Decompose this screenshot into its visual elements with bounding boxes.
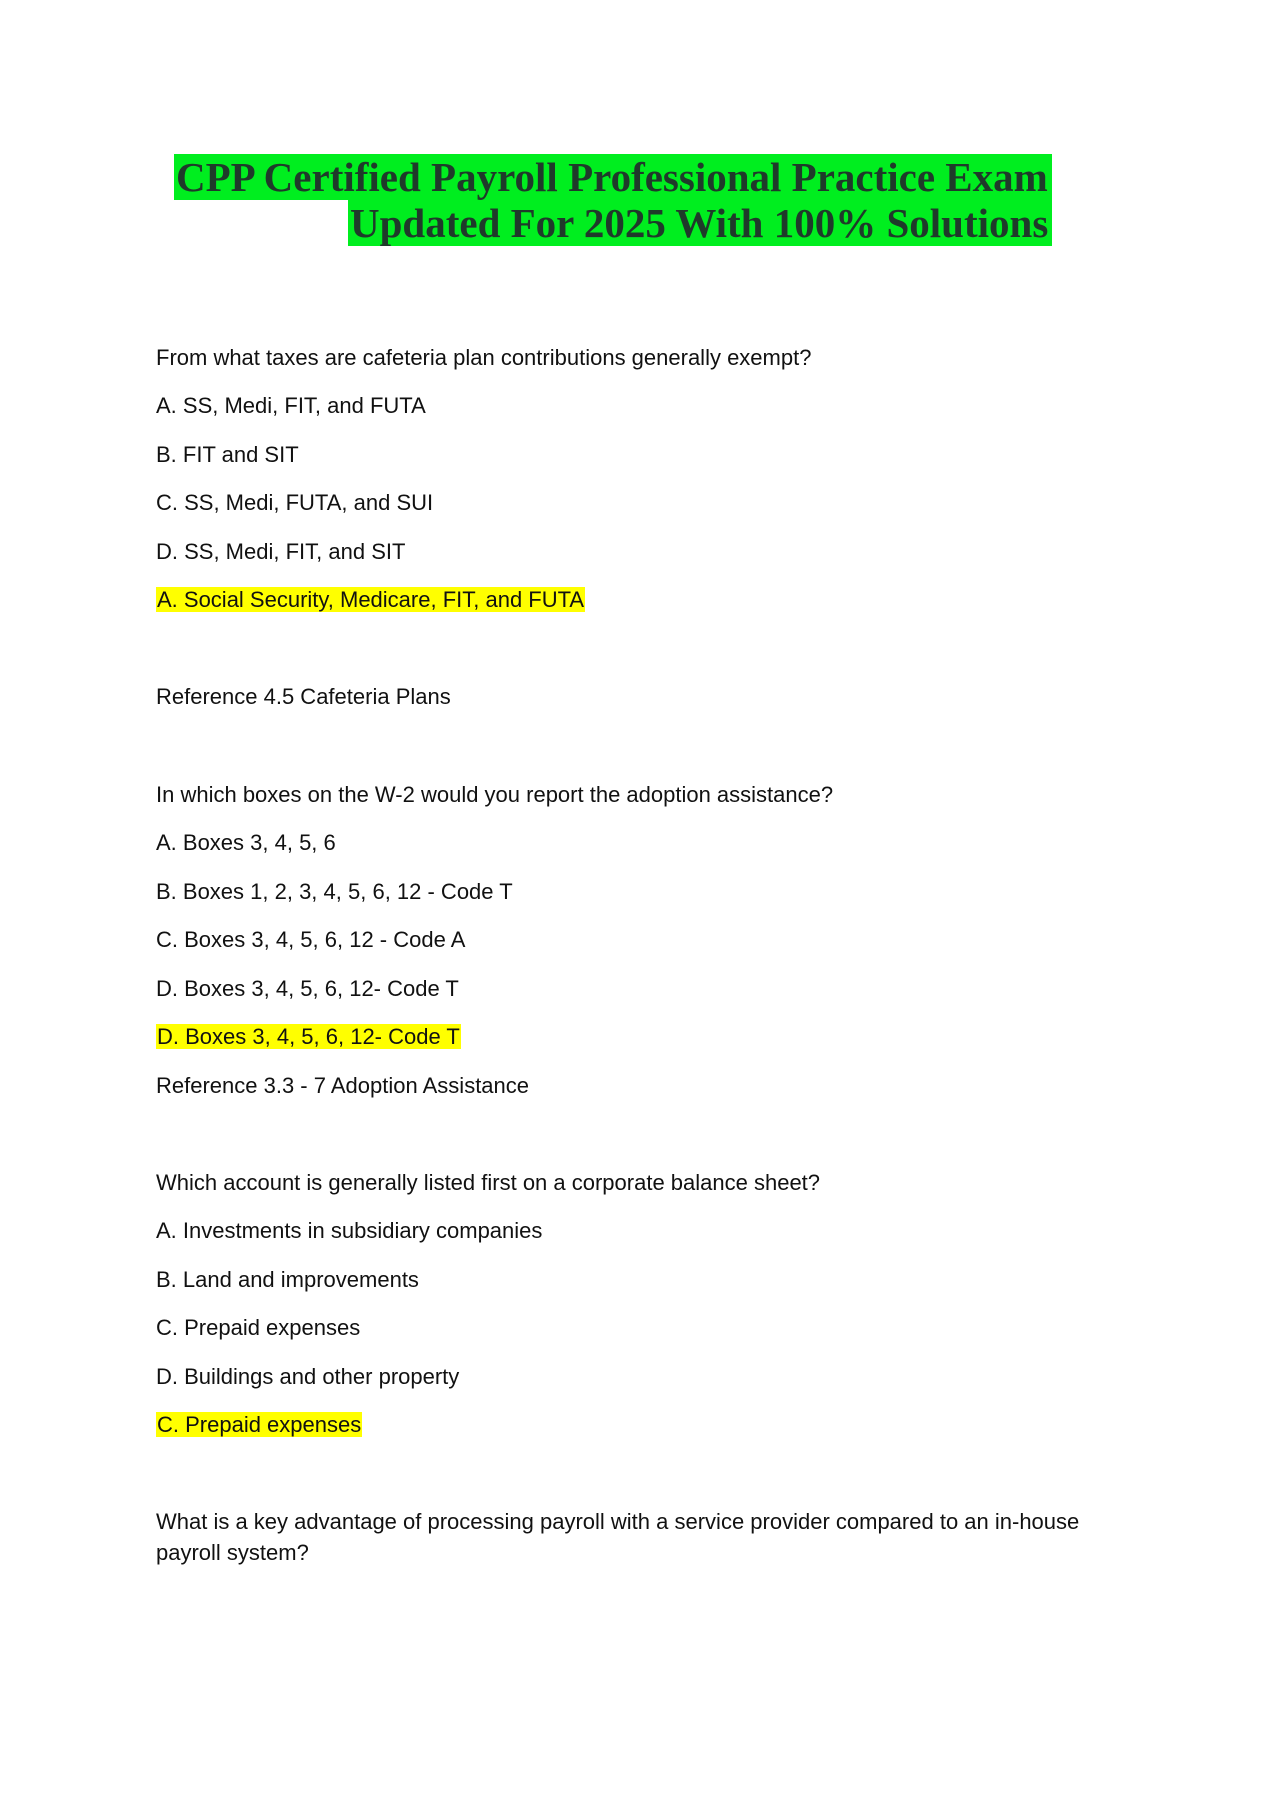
- question-1-reference: Reference 4.5 Cafeteria Plans: [156, 684, 451, 709]
- question-1-option-d: D. SS, Medi, FIT, and SIT: [156, 539, 406, 564]
- question-3-option-c: C. Prepaid expenses: [156, 1315, 361, 1340]
- document-title-line-1: CPP Certified Payroll Professional Practice Exam: [174, 154, 1052, 200]
- question-2-answer-line: [156, 1022, 461, 1052]
- question-4-text-line-2: payroll system?: [156, 1540, 309, 1565]
- question-4-text-line-1: What is a key advantage of processing payroll with a service provider compared to an in-house: [156, 1509, 1080, 1534]
- question-1-option-c: C. SS, Medi, FUTA, and SUI: [156, 490, 434, 515]
- question-2-option-c: C. Boxes 3, 4, 5, 6, 12 - Code A: [156, 927, 466, 952]
- question-1-option-b: B. FIT and SIT: [156, 442, 299, 467]
- question-2-option-d: D. Boxes 3, 4, 5, 6, 12- Code T: [156, 976, 459, 1001]
- question-3-option-d: D. Buildings and other property: [156, 1364, 460, 1389]
- question-1-option-a: A. SS, Medi, FIT, and FUTA: [156, 393, 426, 418]
- question-2-answer: D. Boxes 3, 4, 5, 6, 12- Code T: [157, 1024, 460, 1049]
- question-3-text: Which account is generally listed first on a corporate balance sheet?: [156, 1170, 821, 1195]
- question-2-text: In which boxes on the W-2 would you report the adoption assistance?: [156, 782, 834, 807]
- question-3-answer-line: [156, 1410, 362, 1440]
- question-2-option-a: A. Boxes 3, 4, 5, 6: [156, 830, 336, 855]
- question-2-option-b: B. Boxes 1, 2, 3, 4, 5, 6, 12 - Code T: [156, 879, 513, 904]
- question-1-answer-line: [156, 585, 585, 615]
- question-2-reference: Reference 3.3 - 7 Adoption Assistance: [156, 1073, 530, 1098]
- document-title-line-2: Updated For 2025 With 100% Solutions: [348, 200, 1052, 246]
- question-3-option-b: B. Land and improvements: [156, 1267, 419, 1292]
- question-1-answer: A. Social Security, Medicare, FIT, and FUTA: [157, 587, 585, 612]
- question-3-option-a: A. Investments in subsidiary companies: [156, 1218, 543, 1243]
- question-1-text: From what taxes are cafeteria plan contributions generally exempt?: [156, 345, 812, 370]
- question-3-answer: C. Prepaid expenses: [157, 1412, 362, 1437]
